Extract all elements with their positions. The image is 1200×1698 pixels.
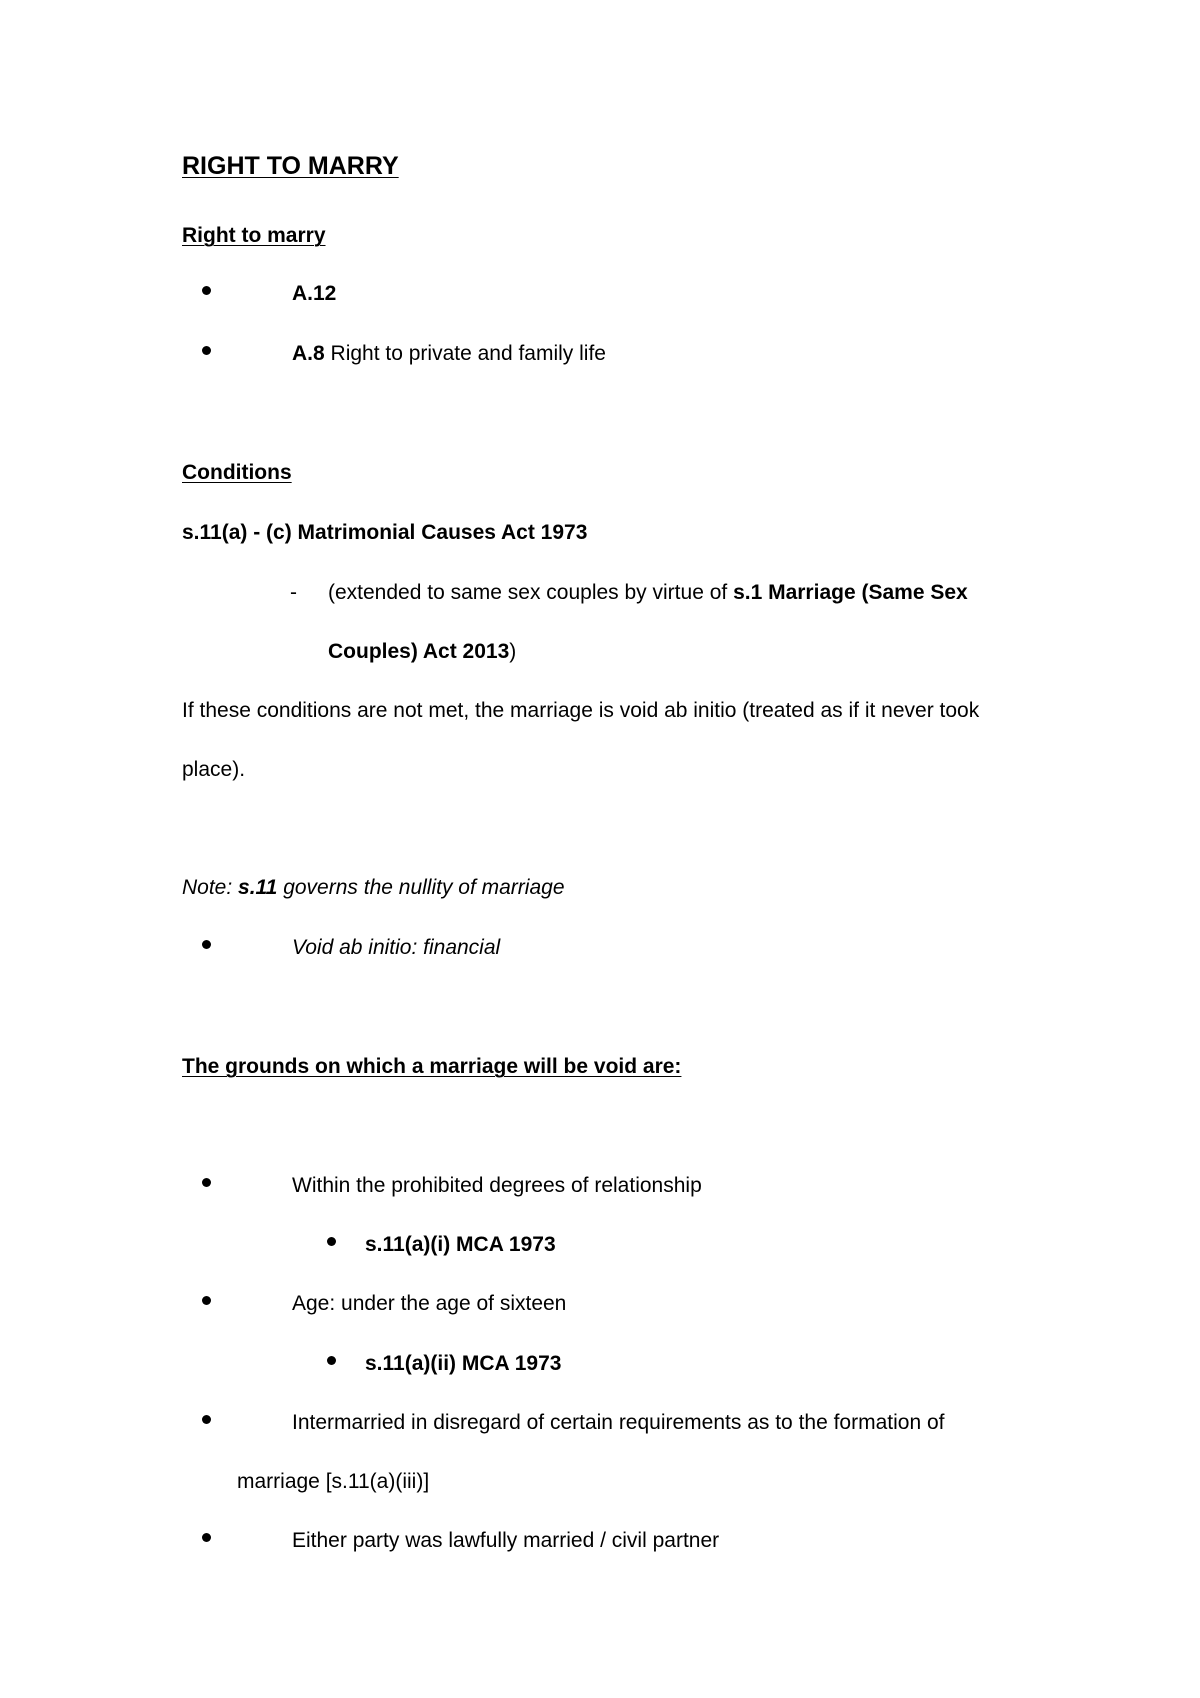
bullet-icon: [202, 1296, 211, 1305]
heading-grounds: The grounds on which a marriage will be void are:: [182, 1055, 682, 1078]
bullet-icon: [327, 1237, 336, 1246]
note-item: Void ab initio: financial: [292, 936, 501, 959]
bullet-icon: [202, 346, 211, 355]
extension-note-line1: (extended to same sex couples by virtue of s.1 Marriage (Same Sex: [328, 581, 968, 604]
ground-subitem-ref: s.11(a)(i) MCA 1973: [365, 1233, 556, 1256]
article-ref: A.8: [292, 342, 325, 365]
list-item-a12: [292, 283, 336, 304]
note-line: Note: s.11 governs the nullity of marriage: [182, 876, 565, 899]
extension-note-line2: Couples) Act 2013): [328, 640, 517, 663]
page-title: RIGHT TO MARRY: [182, 152, 399, 180]
ground-item-prohibited-degrees: Within the prohibited degrees of relationship: [292, 1174, 702, 1197]
bullet-icon: [202, 286, 211, 295]
ground-subitem-ref: s.11(a)(ii) MCA 1973: [365, 1352, 562, 1375]
heading-conditions: Conditions: [182, 461, 292, 484]
bullet-icon: [202, 940, 211, 949]
paragraph-line2: place).: [182, 758, 246, 781]
ground-item-lawfully-married: Either party was lawfully married / civil partner: [292, 1529, 720, 1552]
ground-item-age: Age: under the age of sixteen: [292, 1292, 567, 1315]
paragraph-line1: If these conditions are not met, the marriage is void ab initio (treated as if it never took: [182, 699, 980, 722]
bullet-icon: [202, 1533, 211, 1542]
dash-marker: -: [290, 581, 297, 604]
list-item-a8: [292, 343, 606, 364]
heading-right-to-marry: Right to marry: [182, 224, 326, 247]
ground-item-intermarried: Intermarried in disregard of certain requirements as to the formation of: [292, 1411, 945, 1434]
bullet-icon: [327, 1356, 336, 1365]
item-text: Right to private and family life: [324, 342, 606, 365]
bullet-icon: [202, 1415, 211, 1424]
ground-item-intermarried-cont: marriage [s.11(a)(iii)]: [237, 1470, 430, 1493]
article-ref: A.12: [292, 282, 337, 305]
bullet-icon: [202, 1178, 211, 1187]
statute-reference: s.11(a) - (c) Matrimonial Causes Act 1973: [182, 521, 588, 544]
